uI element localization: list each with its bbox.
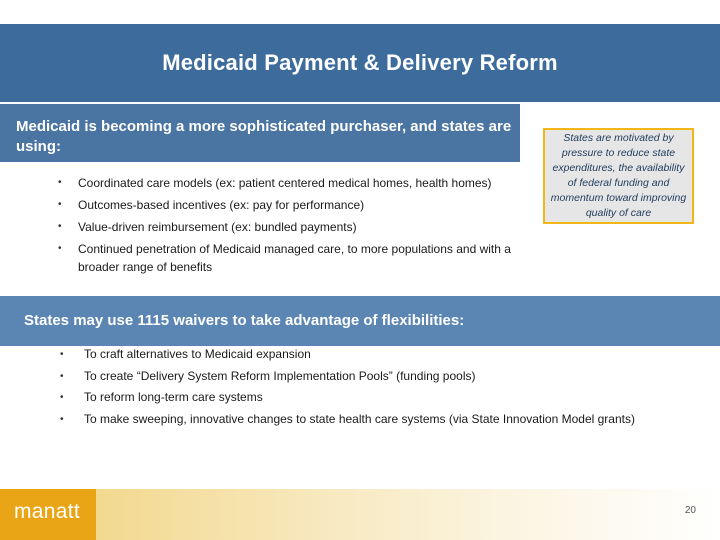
bullet-text: To craft alternatives to Medicaid expansion — [84, 347, 311, 361]
bullet-icon: • — [60, 370, 64, 382]
bullet-text: Coordinated care models (ex: patient centered medical homes, health homes) — [78, 176, 492, 190]
list-item — [58, 174, 518, 192]
section2-heading-band — [0, 296, 720, 346]
bullet-icon: • — [58, 221, 62, 232]
section1-bullet-list — [58, 174, 518, 280]
list-item — [60, 387, 704, 409]
bullet-icon: • — [58, 199, 62, 210]
footer-logo-block — [0, 489, 96, 540]
section1-heading-band — [0, 104, 520, 162]
section1-heading: Medicaid is becoming a more sophisticated purchaser, and states are using: — [16, 118, 512, 155]
bullet-text: To reform long-term care systems — [84, 390, 263, 404]
bullet-icon: • — [60, 392, 64, 403]
list-item — [60, 409, 704, 431]
bullet-text: Continued penetration of Medicaid managed care, to more populations and with a broader range of benefits — [78, 242, 511, 274]
page-number: 20 — [684, 505, 696, 516]
bullet-icon: • — [58, 243, 62, 254]
callout-box — [543, 128, 694, 224]
section2-heading: States may use 1115 waivers to take advantage of flexibilities: — [24, 312, 465, 329]
manatt-logo: manatt — [14, 500, 80, 523]
list-item — [58, 218, 518, 236]
bullet-icon: • — [60, 349, 64, 360]
slide-title: Medicaid Payment & Delivery Reform — [162, 50, 558, 75]
list-item — [60, 366, 704, 388]
section2-bullet-list — [60, 344, 704, 430]
bullet-text: Outcomes-based incentives (ex: pay for performance) — [78, 198, 365, 212]
bullet-text: To make sweeping, innovative changes to state health care systems (via State Innovation Model grants) — [84, 411, 635, 426]
list-item — [60, 344, 704, 366]
bullet-text: To create “Delivery System Reform Implementation Pools” (funding pools) — [84, 368, 476, 383]
bullet-icon: • — [58, 177, 62, 188]
callout-text: States are motivated by pressure to reduce state expenditures, the availability of federal funding and momentum toward improving quality of care — [550, 132, 687, 219]
list-item — [58, 196, 518, 214]
bullet-text: Value-driven reimbursement (ex: bundled payments) — [78, 220, 357, 234]
footer-gradient-bar — [96, 489, 720, 540]
bullet-icon: • — [60, 413, 64, 425]
list-item — [58, 240, 518, 276]
title-band — [0, 24, 720, 102]
